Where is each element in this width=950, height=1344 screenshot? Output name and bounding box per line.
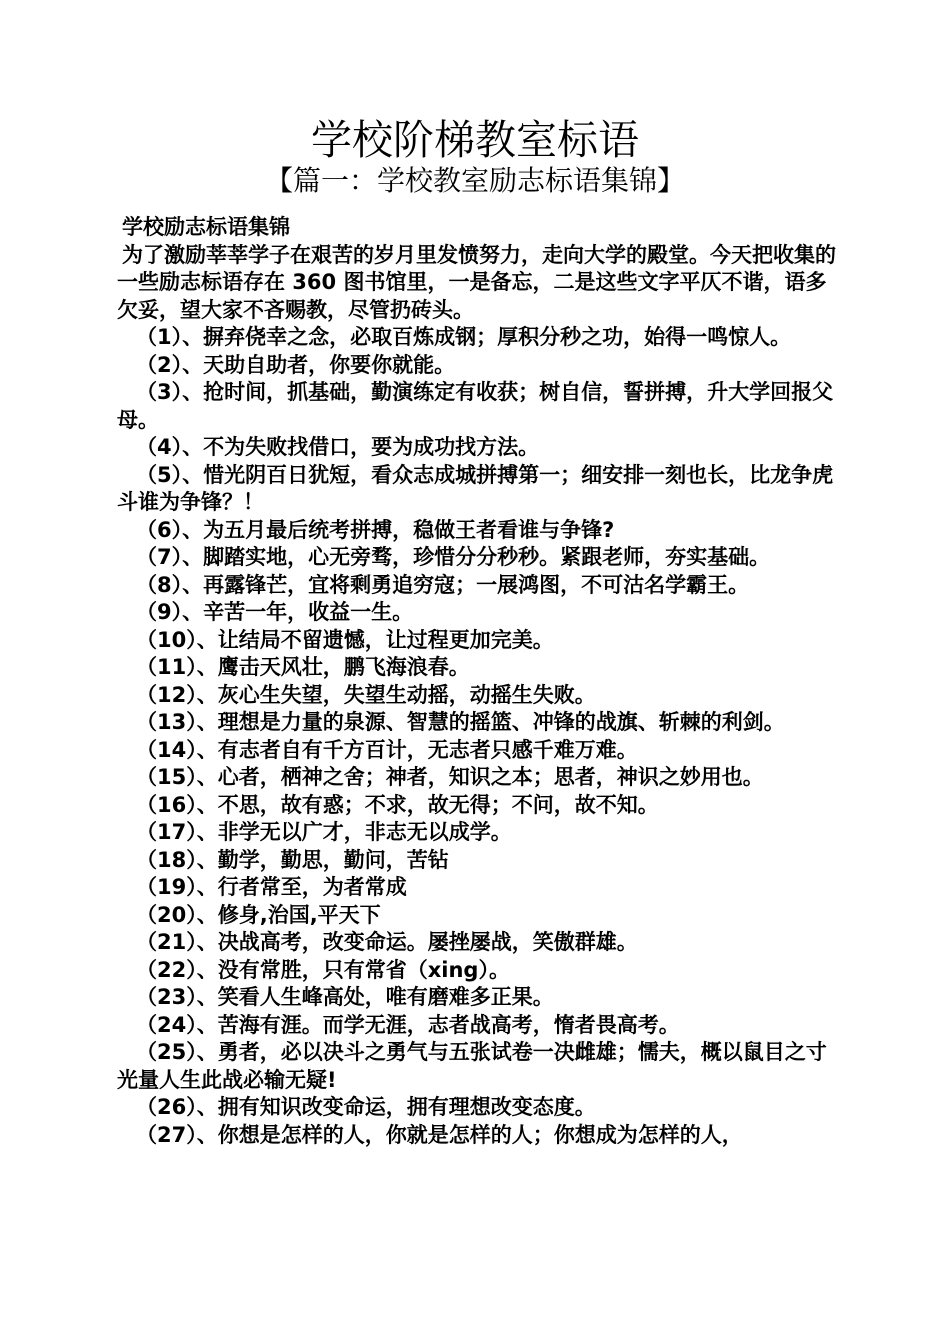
list-item: （26）、拥有知识改变命运，拥有理想改变态度。 <box>136 1095 596 1119</box>
list-item: （13）、理想是力量的泉源、智慧的摇篮、冲锋的战旗、斩棘的利剑。 <box>136 710 785 734</box>
list-item: （12）、灰心生失望，失望生动摇，动摇生失败。 <box>136 682 596 707</box>
list-item: （4）、不为失败找借口，要为成功找方法。 <box>136 435 540 459</box>
list-item: （2）、天助自助者，你要你就能。 <box>136 352 456 377</box>
list-item: （11）、鹰击天风壮，鹏飞海浪春。 <box>136 655 470 679</box>
list-item: （22）、没有常胜，只有常省（xing）。 <box>136 957 510 982</box>
list-item: （27）、你想是怎样的人，你就是怎样的人；你想成为怎样的人， <box>136 1122 743 1147</box>
list-item: （25）、勇者，必以决斗之勇气与五张试卷一决雌雄；懦夫，概以鼠目之寸光量人生此战必输无疑! <box>117 1040 827 1092</box>
list-item: （7）、脚踏实地，心无旁骛，珍惜分分秒秒。紧跟老师，夯实基础。 <box>136 545 771 569</box>
list-item: （8）、再露锋芒，宜将剩勇追穷寇；一展鸿图，不可沽名学霸王。 <box>136 572 750 597</box>
list-item: （21）、决战高考，改变命运。屡挫屡战，笑傲群雄。 <box>136 930 638 954</box>
list-item: （23）、笑看人生峰高处，唯有磨难多正果。 <box>136 985 554 1009</box>
section-heading: 学校励志标语集锦 <box>122 215 290 239</box>
list-item: （24）、苦海有涯。而学无涯，志者战高考，惰者畏高考。 <box>136 1012 680 1037</box>
list-item: （15）、心者，栖神之舍；神者，知识之本；思者，神识之妙用也。 <box>136 765 764 789</box>
document-title: 学校阶梯教室标语 <box>311 116 639 164</box>
list-item: （5）、惜光阴百日犹短，看众志成城拼搏第一；细安排一刻也长，比龙争虎斗谁为争锋？！ <box>117 462 834 514</box>
list-item: （1）、摒弃侥幸之念，必取百炼成钢；厚积分秒之功，始得一鸣惊人。 <box>136 325 792 349</box>
list-item: （14）、有志者自有千方百计，无志者只感千难万难。 <box>136 737 638 762</box>
document-body <box>117 214 847 1149</box>
list-item: （6）、为五月最后统考拼搏，稳做王者看谁与争锋? <box>136 517 615 542</box>
list-item: （10）、让结局不留遗憾，让过程更加完美。 <box>136 627 554 652</box>
list-item: （17）、非学无以广才，非志无以成学。 <box>136 820 512 844</box>
document-subtitle: 【篇一：学校教室励志标语集锦】 <box>264 164 685 197</box>
list-item: （16）、不思，故有惑；不求，故无得；不问，故不知。 <box>136 792 659 817</box>
list-item: （19）、行者常至，为者常成 <box>136 875 407 899</box>
list-item: （20）、修身,治国,平天下 <box>136 902 381 927</box>
list-item: （9）、辛苦一年，收益一生。 <box>136 600 414 624</box>
list-item: （18）、勤学，勤思，勤问，苦钻 <box>136 847 449 872</box>
list-item: （3）、抢时间，抓基础，勤演练定有收获；树自信，誓拼搏，升大学回报父母。 <box>117 380 834 432</box>
intro-paragraph: 为了激励莘莘学子在艰苦的岁月里发愤努力，走向大学的殿堂。今天把收集的一些励志标语存在 360 图书馆里，一是备忘，二是这些文字平仄不谐，语多欠妥，望大家不吝赐教，尽管扔砖头。 <box>117 242 836 322</box>
